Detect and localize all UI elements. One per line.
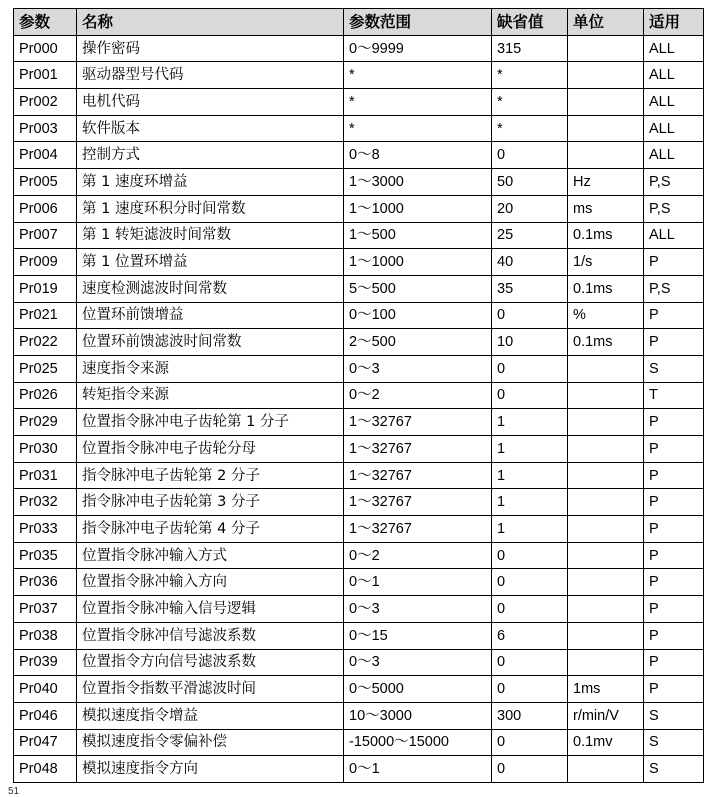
cell-param: Pr030 [14,436,77,463]
cell-default: 0 [492,302,568,329]
cell-name: 位置指令脉冲输入信号逻辑 [77,596,344,623]
table-row [14,436,704,463]
cell-default: 0 [492,142,568,169]
cell-range: 0～9999 [344,35,492,62]
cell-range: 1～1000 [344,195,492,222]
cell-applies: ALL [644,222,704,249]
cell-range: 0～2 [344,382,492,409]
cell-param: Pr004 [14,142,77,169]
cell-unit: ms [568,195,644,222]
cell-range: 1～3000 [344,169,492,196]
cell-default: 0 [492,542,568,569]
cell-name: 模拟速度指令增益 [77,702,344,729]
cell-param: Pr037 [14,596,77,623]
cell-applies: P,S [644,169,704,196]
table-row [14,676,704,703]
cell-param: Pr038 [14,622,77,649]
cell-range: 0～15 [344,622,492,649]
cell-default: 0 [492,756,568,783]
cell-applies: P [644,596,704,623]
cell-default: 50 [492,169,568,196]
table-row [14,756,704,783]
cell-param: Pr001 [14,62,77,89]
cell-default: 0 [492,382,568,409]
cell-unit [568,622,644,649]
cell-applies: ALL [644,35,704,62]
table-row [14,489,704,516]
cell-param: Pr005 [14,169,77,196]
cell-param: Pr032 [14,489,77,516]
cell-range: 0～3 [344,355,492,382]
cell-unit [568,569,644,596]
cell-param: Pr006 [14,195,77,222]
cell-applies: P [644,622,704,649]
cell-applies: ALL [644,142,704,169]
cell-applies: P [644,409,704,436]
table-row [14,35,704,62]
cell-name: 控制方式 [77,142,344,169]
cell-unit: 1/s [568,249,644,276]
cell-unit [568,756,644,783]
cell-name: 驱动器型号代码 [77,62,344,89]
cell-range: 0～8 [344,142,492,169]
cell-range: 1～32767 [344,436,492,463]
cell-range: 0～3 [344,649,492,676]
cell-param: Pr033 [14,516,77,543]
cell-applies: ALL [644,115,704,142]
cell-unit [568,516,644,543]
cell-range: 1～32767 [344,409,492,436]
cell-name: 位置指令脉冲输入方式 [77,542,344,569]
cell-name: 第 1 速度环增益 [77,169,344,196]
cell-applies: S [644,756,704,783]
cell-default: * [492,115,568,142]
cell-unit: r/min/V [568,702,644,729]
cell-applies: S [644,355,704,382]
table-row [14,222,704,249]
cell-param: Pr003 [14,115,77,142]
cell-range: 0～1 [344,756,492,783]
cell-unit [568,436,644,463]
cell-range: 0～5000 [344,676,492,703]
cell-unit [568,409,644,436]
cell-name: 第 1 位置环增益 [77,249,344,276]
cell-range: -15000～15000 [344,729,492,756]
cell-name: 指令脉冲电子齿轮第 4 分子 [77,516,344,543]
cell-range: * [344,62,492,89]
cell-default: 1 [492,489,568,516]
cell-applies: P [644,302,704,329]
cell-default: 6 [492,622,568,649]
cell-name: 位置指令方向信号滤波系数 [77,649,344,676]
cell-unit: % [568,302,644,329]
cell-applies: ALL [644,62,704,89]
cell-unit [568,89,644,116]
cell-range: 0～2 [344,542,492,569]
cell-applies: T [644,382,704,409]
cell-unit: 1ms [568,676,644,703]
table-row [14,462,704,489]
cell-applies: S [644,702,704,729]
cell-unit [568,355,644,382]
cell-param: Pr031 [14,462,77,489]
cell-range: 1～32767 [344,489,492,516]
cell-name: 位置环前馈增益 [77,302,344,329]
table-row [14,169,704,196]
table-row [14,62,704,89]
cell-unit [568,489,644,516]
cell-applies: S [644,729,704,756]
cell-name: 位置指令脉冲电子齿轮第 1 分子 [77,409,344,436]
cell-applies: P,S [644,195,704,222]
cell-unit [568,462,644,489]
cell-range: 0～3 [344,596,492,623]
cell-default: 1 [492,516,568,543]
cell-applies: P [644,676,704,703]
cell-range: 0～100 [344,302,492,329]
cell-default: * [492,89,568,116]
cell-range: 0～1 [344,569,492,596]
cell-param: Pr026 [14,382,77,409]
cell-default: 0 [492,729,568,756]
cell-name: 转矩指令来源 [77,382,344,409]
cell-applies: ALL [644,89,704,116]
cell-name: 第 1 转矩滤波时间常数 [77,222,344,249]
cell-name: 位置指令脉冲电子齿轮分母 [77,436,344,463]
page-number: 51 [8,786,20,797]
cell-name: 速度指令来源 [77,355,344,382]
cell-applies: P [644,649,704,676]
cell-param: Pr007 [14,222,77,249]
cell-unit: 0.1ms [568,222,644,249]
cell-range: 5～500 [344,275,492,302]
table-row [14,569,704,596]
cell-default: * [492,62,568,89]
header-unit: 单位 [568,9,644,36]
cell-unit [568,115,644,142]
table-row [14,382,704,409]
cell-unit [568,142,644,169]
table-row [14,542,704,569]
cell-applies: P [644,489,704,516]
header-default: 缺省值 [492,9,568,36]
cell-range: 10～3000 [344,702,492,729]
cell-unit [568,542,644,569]
cell-default: 0 [492,596,568,623]
cell-default: 10 [492,329,568,356]
table-row [14,249,704,276]
cell-param: Pr035 [14,542,77,569]
cell-param: Pr036 [14,569,77,596]
cell-param: Pr048 [14,756,77,783]
cell-unit [568,62,644,89]
cell-param: Pr009 [14,249,77,276]
cell-default: 315 [492,35,568,62]
table-row [14,115,704,142]
cell-unit [568,382,644,409]
cell-applies: P [644,542,704,569]
table-row [14,329,704,356]
cell-param: Pr025 [14,355,77,382]
table-row [14,302,704,329]
table-header-row [14,9,704,36]
cell-range: * [344,89,492,116]
cell-applies: P,S [644,275,704,302]
cell-param: Pr000 [14,35,77,62]
table-row [14,702,704,729]
cell-unit: 0.1ms [568,275,644,302]
cell-name: 位置环前馈滤波时间常数 [77,329,344,356]
cell-applies: P [644,249,704,276]
cell-name: 位置指令脉冲输入方向 [77,569,344,596]
cell-unit [568,35,644,62]
cell-default: 1 [492,462,568,489]
cell-applies: P [644,569,704,596]
table-row [14,649,704,676]
cell-range: * [344,115,492,142]
table-row [14,516,704,543]
cell-param: Pr019 [14,275,77,302]
cell-param: Pr039 [14,649,77,676]
cell-default: 0 [492,355,568,382]
cell-unit: 0.1mv [568,729,644,756]
cell-range: 1～1000 [344,249,492,276]
cell-default: 1 [492,409,568,436]
cell-name: 位置指令脉冲信号滤波系数 [77,622,344,649]
parameter-table [13,8,704,783]
cell-default: 40 [492,249,568,276]
cell-param: Pr002 [14,89,77,116]
cell-applies: P [644,329,704,356]
cell-default: 25 [492,222,568,249]
cell-range: 1～500 [344,222,492,249]
cell-unit: Hz [568,169,644,196]
cell-default: 300 [492,702,568,729]
cell-unit [568,596,644,623]
table-row [14,355,704,382]
cell-applies: P [644,462,704,489]
header-param: 参数 [14,9,77,36]
cell-name: 第 1 速度环积分时间常数 [77,195,344,222]
cell-default: 35 [492,275,568,302]
cell-name: 位置指令指数平滑滤波时间 [77,676,344,703]
cell-default: 20 [492,195,568,222]
cell-applies: P [644,516,704,543]
cell-range: 1～32767 [344,462,492,489]
cell-name: 速度检测滤波时间常数 [77,275,344,302]
table-row [14,622,704,649]
cell-default: 1 [492,436,568,463]
cell-param: Pr047 [14,729,77,756]
table-row [14,409,704,436]
cell-range: 1～32767 [344,516,492,543]
table-row [14,195,704,222]
header-range: 参数范围 [344,9,492,36]
cell-name: 模拟速度指令方向 [77,756,344,783]
cell-name: 指令脉冲电子齿轮第 2 分子 [77,462,344,489]
cell-default: 0 [492,676,568,703]
cell-unit: 0.1ms [568,329,644,356]
cell-param: Pr021 [14,302,77,329]
cell-name: 操作密码 [77,35,344,62]
cell-param: Pr046 [14,702,77,729]
cell-name: 软件版本 [77,115,344,142]
cell-name: 模拟速度指令零偏补偿 [77,729,344,756]
cell-default: 0 [492,649,568,676]
cell-param: Pr040 [14,676,77,703]
table-row [14,729,704,756]
cell-unit [568,649,644,676]
cell-default: 0 [492,569,568,596]
cell-name: 指令脉冲电子齿轮第 3 分子 [77,489,344,516]
cell-name: 电机代码 [77,89,344,116]
table-row [14,275,704,302]
header-applies: 适用 [644,9,704,36]
table-row [14,142,704,169]
table-row [14,596,704,623]
cell-param: Pr029 [14,409,77,436]
cell-param: Pr022 [14,329,77,356]
cell-applies: P [644,436,704,463]
header-name: 名称 [77,9,344,36]
cell-range: 2～500 [344,329,492,356]
table-row [14,89,704,116]
